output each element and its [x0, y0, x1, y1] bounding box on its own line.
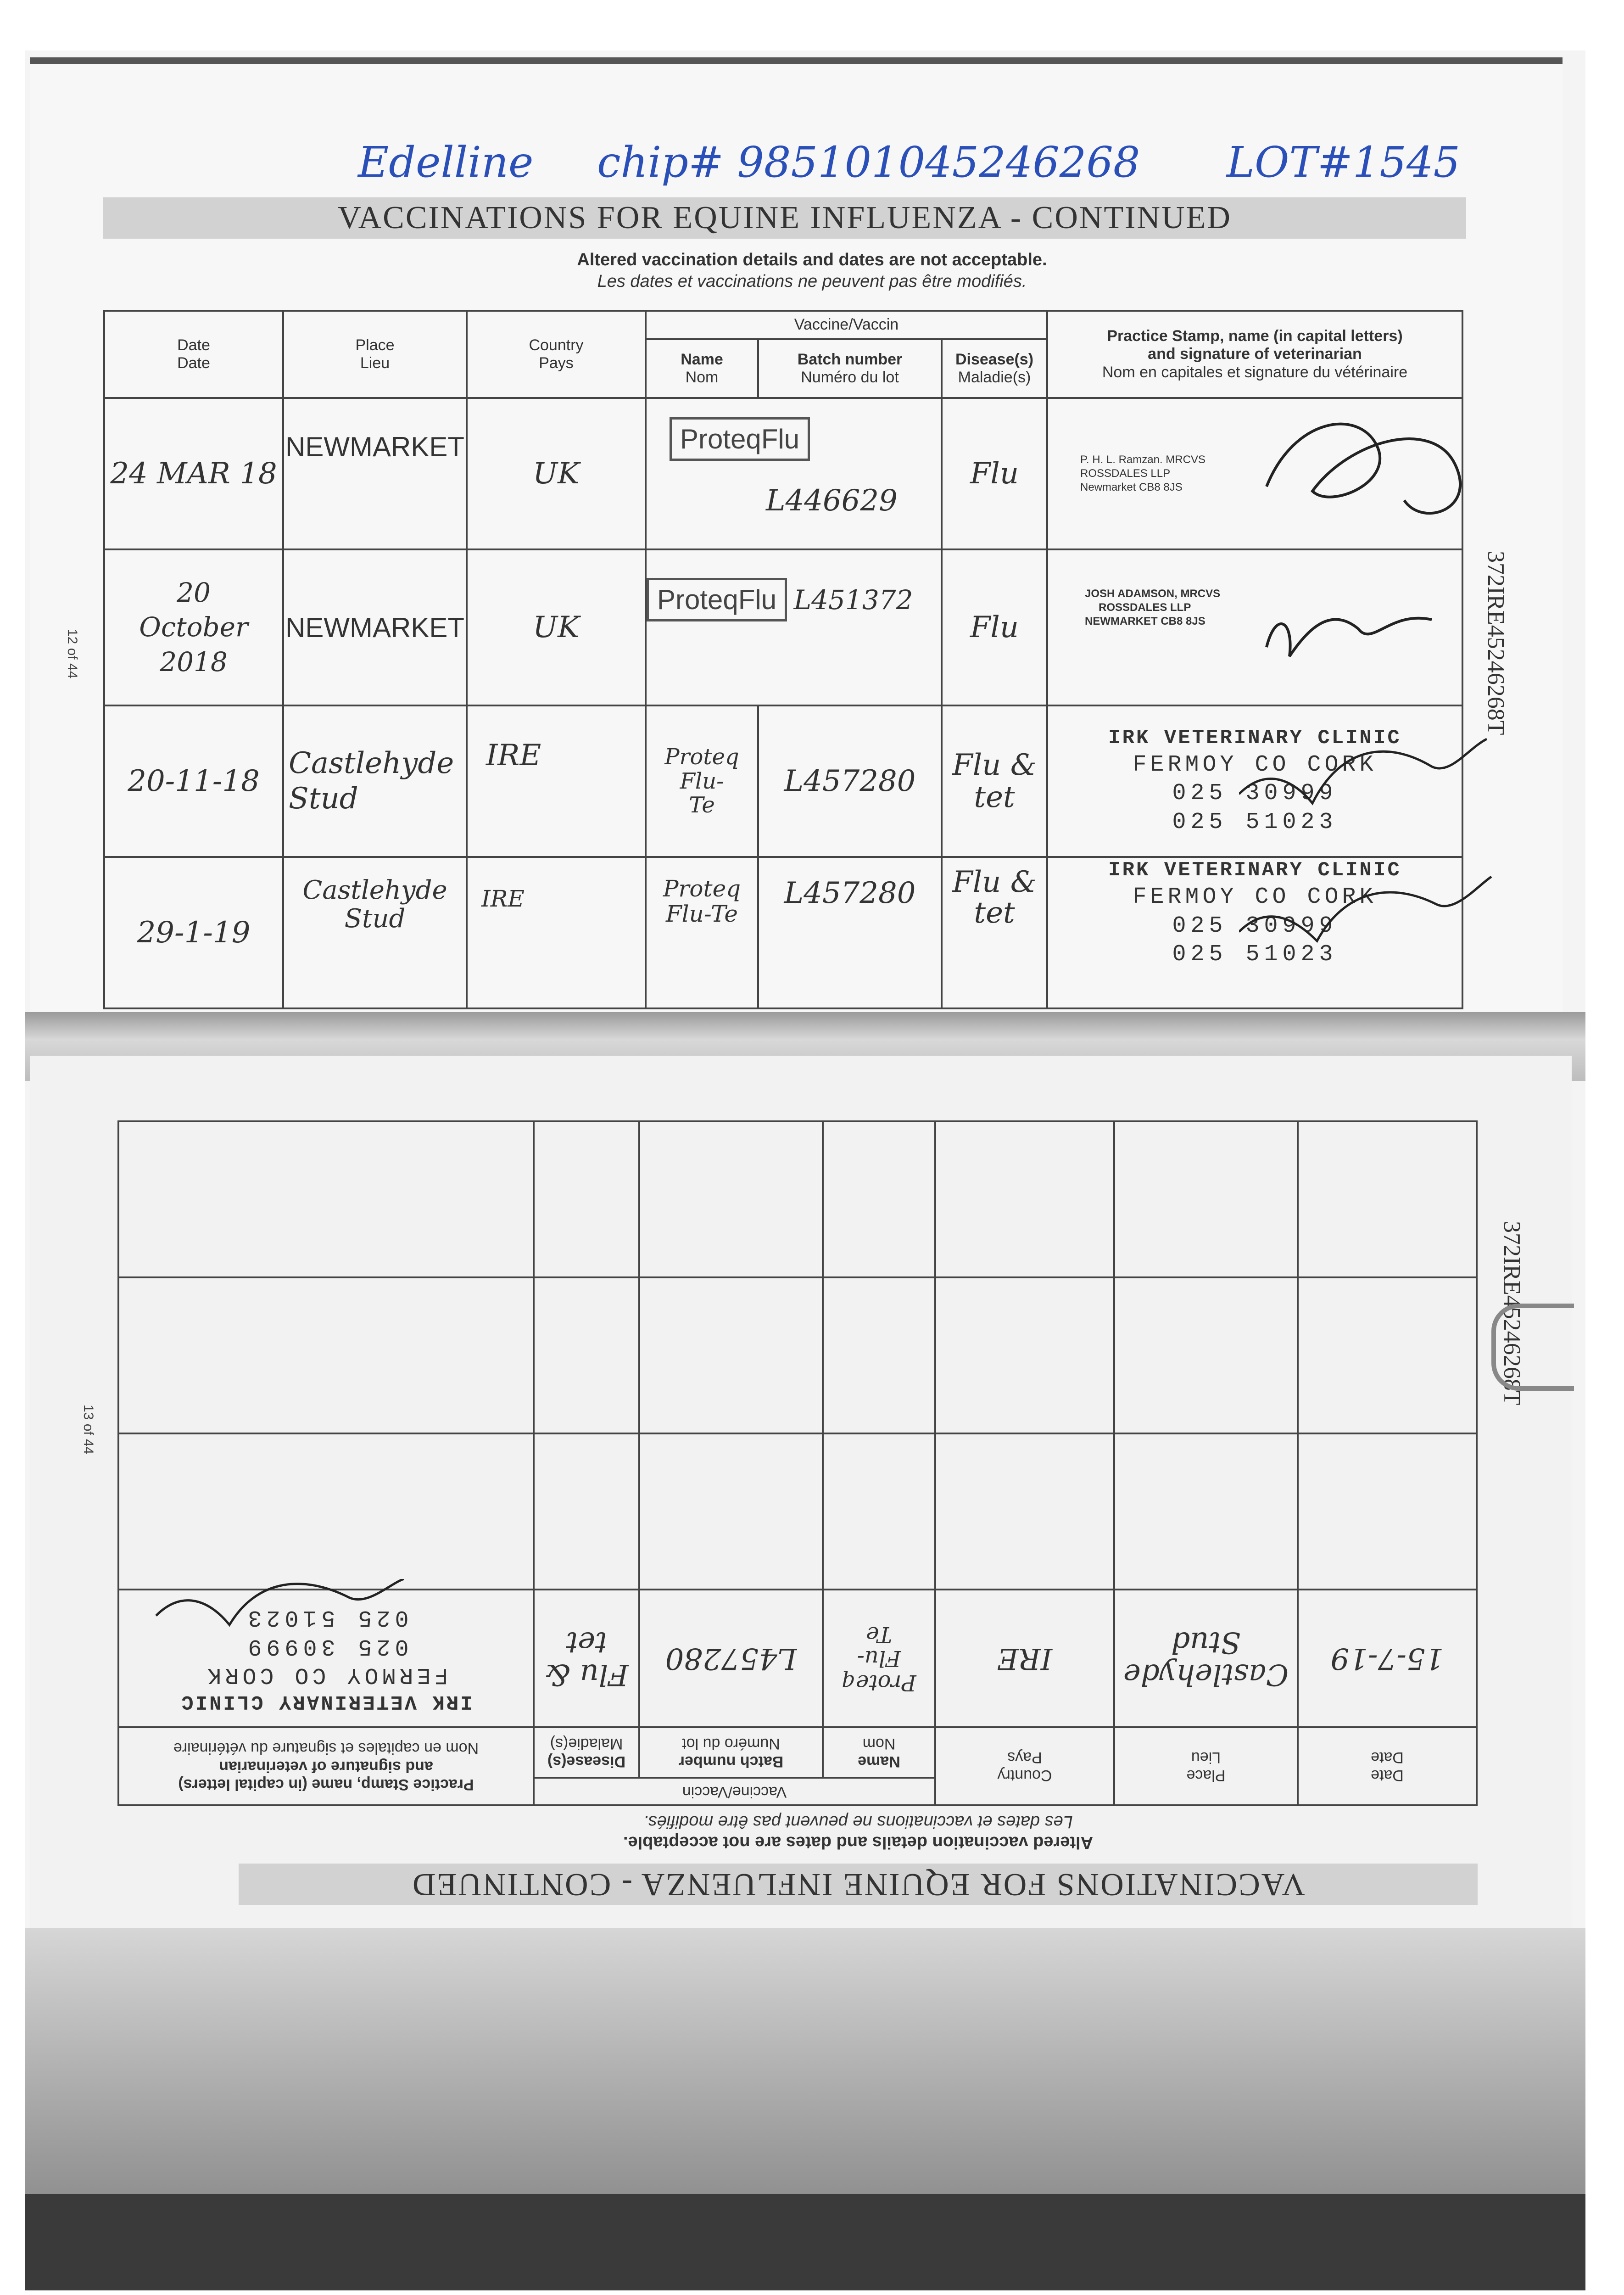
- lower-row-date: 15-7-19: [1298, 1590, 1477, 1727]
- empty-cell: [1298, 1121, 1477, 1277]
- lower-row-disease-line2: tet: [566, 1625, 607, 1659]
- row3-vaccine: [646, 705, 758, 857]
- col-disease: [942, 339, 1047, 398]
- notice-french: Les dates et vaccinations ne peuvent pas être modifiés.: [597, 272, 1027, 291]
- row3-vaccine-line2: Flu-: [680, 768, 724, 794]
- col-vaccine-name: [646, 339, 758, 398]
- lower-col-practice-en-2: and signature of veterinarian: [219, 1758, 433, 1775]
- row4-clinic-name: IRK VETERINARY CLINIC: [1108, 859, 1401, 882]
- row4-vaccine-line2: Flu-Te: [665, 901, 738, 927]
- table-row-empty: [118, 1433, 1477, 1590]
- col-country: [467, 311, 646, 398]
- col-batch-en: Batch number: [797, 350, 903, 368]
- col-place-fr: Lieu: [360, 354, 390, 372]
- lower-col-practice: [118, 1727, 534, 1805]
- lower-row-vaccine-line1: Proteq: [842, 1670, 916, 1696]
- lower-col-place: [1114, 1727, 1298, 1805]
- row2-date: [104, 549, 283, 705]
- lower-section-heading: VACCINATIONS FOR EQUINE INFLUENZA - CONTINUED: [239, 1864, 1478, 1905]
- row2-date-year: 2018: [160, 646, 228, 677]
- row1-batch: L446629: [766, 484, 898, 518]
- side-reference-upper: 372IRE45246268T: [1483, 551, 1509, 735]
- row4-clinic-fax: 025 51023: [1172, 941, 1338, 968]
- lower-row-disease: [534, 1590, 639, 1727]
- row3-disease-line2: tet: [974, 780, 1015, 814]
- row4-vaccine: [646, 857, 758, 1008]
- row1-vaccine-label: ProteqFlu: [670, 417, 810, 461]
- col-date: [104, 311, 283, 398]
- col-vaccine: Vaccine/Vaccin: [646, 311, 1047, 339]
- row2-country: UK: [467, 549, 646, 705]
- row2-date-day: 20: [177, 577, 211, 608]
- lower-col-country-en: Country: [997, 1767, 1052, 1785]
- row1-vet-name: P. H. L. Ramzan. MRCVS: [1080, 453, 1205, 466]
- lot-number: LOT#1545: [1226, 138, 1460, 187]
- row4-clinic-phone: 025 30999: [1172, 912, 1338, 939]
- empty-cell: [935, 1433, 1114, 1590]
- empty-cell: [823, 1277, 935, 1433]
- row2-vet-name: JOSH ADAMSON, MRCVS: [1085, 588, 1221, 600]
- empty-cell: [1298, 1277, 1477, 1433]
- col-batch-fr: Numéro du lot: [801, 369, 899, 386]
- signature-3: [1239, 739, 1487, 803]
- row1-country: UK: [467, 398, 646, 549]
- row4-date: 29-1-19: [104, 857, 283, 1008]
- lower-col-disease-en: Disease(s): [547, 1753, 626, 1771]
- row4-disease-line2: tet: [974, 896, 1015, 930]
- lower-row-place: [1114, 1590, 1298, 1727]
- lower-col-disease-fr: Maladie(s): [550, 1735, 623, 1752]
- lower-col-practice-fr: Nom en capitales et signature du vétérinaire: [173, 1740, 479, 1758]
- empty-cell: [534, 1433, 639, 1590]
- empty-cell: [118, 1433, 534, 1590]
- table-row-empty: [118, 1121, 1477, 1277]
- lower-clinic-fax: 025 51023: [243, 1604, 409, 1631]
- row4-clinic-town: FERMOY CO CORK: [1133, 884, 1377, 910]
- row3-disease-line1: Flu &: [952, 748, 1037, 782]
- col-place-en: Place: [355, 336, 395, 354]
- row3-place: [283, 705, 467, 857]
- row3-place-line2: Stud: [289, 782, 358, 816]
- row2-batch: L451372: [793, 584, 913, 616]
- row1-date: 24 MAR 18: [104, 398, 283, 549]
- lower-row-place-line1: Castlehyde: [1123, 1657, 1289, 1692]
- row2-date-month: October: [139, 611, 248, 643]
- row4-disease: [942, 857, 1047, 1008]
- col-disease-fr: Maladie(s): [958, 369, 1031, 386]
- row4-place-line2: Stud: [344, 903, 406, 934]
- col-place: [283, 311, 467, 398]
- row1-vet-practice: ROSSDALES LLP: [1080, 467, 1171, 480]
- lower-col-batch: [639, 1727, 823, 1778]
- lower-col-vaccine-name: [823, 1727, 935, 1778]
- row3-clinic-phone: 025 30999: [1172, 780, 1338, 807]
- empty-cell: [118, 1121, 534, 1277]
- lower-col-country-fr: Pays: [1007, 1749, 1042, 1766]
- lower-page-flipped: [101, 1042, 1478, 1905]
- lower-table-header-row-1: [118, 1778, 1477, 1805]
- lower-col-date-en: Date: [1371, 1767, 1404, 1785]
- lower-row-batch: L457280: [639, 1590, 823, 1727]
- col-batch: [758, 339, 942, 398]
- col-practice-fr: Nom en capitales et signature du vétérinaire: [1102, 363, 1408, 381]
- lower-col-vaccine: Vaccine/Vaccin: [534, 1778, 935, 1805]
- page-number-lower: 13 of 44: [81, 1405, 96, 1455]
- row4-place-line1: Castlehyde: [302, 875, 447, 905]
- row4-country: IRE: [467, 857, 646, 1008]
- col-practice: [1047, 311, 1462, 398]
- lower-notice-english: Altered vaccination details and dates are not acceptable.: [623, 1833, 1094, 1852]
- row3-vaccine-line1: Proteq: [664, 744, 739, 770]
- signature-4: [1239, 877, 1491, 941]
- row4-place: [283, 857, 467, 1008]
- col-practice-en-1: Practice Stamp, name (in capital letters): [1107, 327, 1403, 345]
- col-practice-en-2: and signature of veterinarian: [1148, 345, 1362, 363]
- empty-cell: [118, 1277, 534, 1433]
- empty-cell: [639, 1433, 823, 1590]
- section-heading: VACCINATIONS FOR EQUINE INFLUENZA - CONTINUED: [103, 197, 1466, 239]
- row1-disease: Flu: [942, 398, 1047, 549]
- row4-vaccine-line1: Proteq: [663, 875, 741, 902]
- lower-col-date: [1298, 1727, 1477, 1805]
- empty-cell: [823, 1121, 935, 1277]
- lower-row-place-line2: Stud: [1171, 1625, 1241, 1659]
- lower-col-name-en: Name: [858, 1753, 900, 1771]
- col-disease-en: Disease(s): [955, 350, 1034, 368]
- lower-col-disease: [534, 1727, 639, 1778]
- empty-cell: [639, 1277, 823, 1433]
- row2-vet-address: NEWMARKET CB8 8JS: [1085, 615, 1205, 627]
- col-name-en: Name: [681, 350, 723, 368]
- lower-col-batch-fr: Numéro du lot: [682, 1735, 780, 1752]
- row3-date: 20-11-18: [104, 705, 283, 857]
- col-country-en: Country: [529, 336, 584, 354]
- lower-row-vaccine-line3: Te: [866, 1621, 892, 1647]
- notice-english: Altered vaccination details and dates are not acceptable.: [577, 250, 1047, 269]
- table-row-empty: [118, 1277, 1477, 1433]
- row3-clinic-fax: 025 51023: [1172, 809, 1338, 835]
- page-number-upper: 12 of 44: [65, 629, 80, 679]
- empty-cell: [534, 1277, 639, 1433]
- lower-row-vaccine-line2: Flu-: [857, 1646, 901, 1672]
- col-date-fr: Date: [177, 354, 210, 372]
- empty-cell: [1114, 1433, 1298, 1590]
- lower-clinic-town: FERMOY CO CORK: [204, 1662, 448, 1688]
- chip-number: chip# 985101045246268: [597, 138, 1140, 187]
- lower-clinic-phone: 025 30999: [243, 1633, 409, 1659]
- scan-edge: [25, 2194, 1585, 2290]
- row4-batch: L457280: [758, 857, 942, 1008]
- col-date-en: Date: [177, 336, 210, 354]
- lower-row-vaccine: [823, 1590, 935, 1727]
- row2-vaccine-cell: [646, 549, 942, 705]
- row2-vet-practice: ROSSDALES LLP: [1099, 601, 1191, 614]
- row3-clinic-name: IRK VETERINARY CLINIC: [1108, 726, 1401, 750]
- handwritten-header: [358, 138, 1460, 193]
- lower-signature-scribble: [151, 1579, 408, 1652]
- empty-cell: [1298, 1433, 1477, 1590]
- row2-vaccine-label: ProteqFlu: [647, 578, 787, 621]
- row3-place-line1: Castlehyde: [289, 746, 454, 781]
- row3-batch: L457280: [758, 705, 942, 857]
- lower-col-place-fr: Lieu: [1191, 1749, 1221, 1766]
- table-header-row-1: [104, 311, 1462, 339]
- empty-cell: [935, 1277, 1114, 1433]
- lower-col-name-fr: Nom: [862, 1735, 896, 1752]
- signature-2: [1267, 618, 1432, 656]
- row4-disease-line1: Flu &: [952, 865, 1037, 899]
- empty-cell: [823, 1433, 935, 1590]
- lower-col-country: [935, 1727, 1114, 1805]
- lower-clinic-name: IRK VETERINARY CLINIC: [179, 1690, 473, 1713]
- lower-row-country: IRE: [935, 1590, 1114, 1727]
- empty-cell: [1114, 1277, 1298, 1433]
- empty-cell: [935, 1121, 1114, 1277]
- empty-cell: [1114, 1121, 1298, 1277]
- side-reference-lower: 372IRE45246268T: [1499, 1221, 1525, 1405]
- col-country-fr: Pays: [539, 354, 574, 372]
- lower-col-date-fr: Date: [1371, 1749, 1404, 1766]
- lower-col-batch-en: Batch number: [678, 1753, 784, 1771]
- row1-place: NEWMARKET: [283, 398, 467, 549]
- row3-country: IRE: [467, 705, 646, 857]
- row1-vaccine-cell: [646, 398, 942, 549]
- signature-scribbles: [1239, 390, 1496, 964]
- row3-disease: [942, 705, 1047, 857]
- row3-vaccine-line3: Te: [689, 792, 715, 818]
- lower-col-place-en: Place: [1186, 1767, 1226, 1785]
- lower-row-disease-line1: Flu &: [544, 1657, 629, 1692]
- row1-vet-address: Newmarket CB8 8JS: [1080, 481, 1183, 493]
- paperclip: [1491, 1304, 1574, 1391]
- row2-place: NEWMARKET: [283, 549, 467, 705]
- empty-cell: [639, 1121, 823, 1277]
- row2-disease: Flu: [942, 549, 1047, 705]
- lower-col-practice-en-1: Practice Stamp, name (in capital letters): [178, 1775, 474, 1793]
- empty-cell: [534, 1121, 639, 1277]
- col-name-fr: Nom: [685, 369, 719, 386]
- row3-clinic-town: FERMOY CO CORK: [1133, 751, 1377, 778]
- horse-name: Edelline: [358, 138, 534, 187]
- lower-notice-french: Les dates et vaccinations ne peuvent pas être modifiés.: [643, 1812, 1073, 1831]
- lower-vaccination-table: [117, 1120, 1478, 1806]
- signature-1: [1267, 424, 1460, 513]
